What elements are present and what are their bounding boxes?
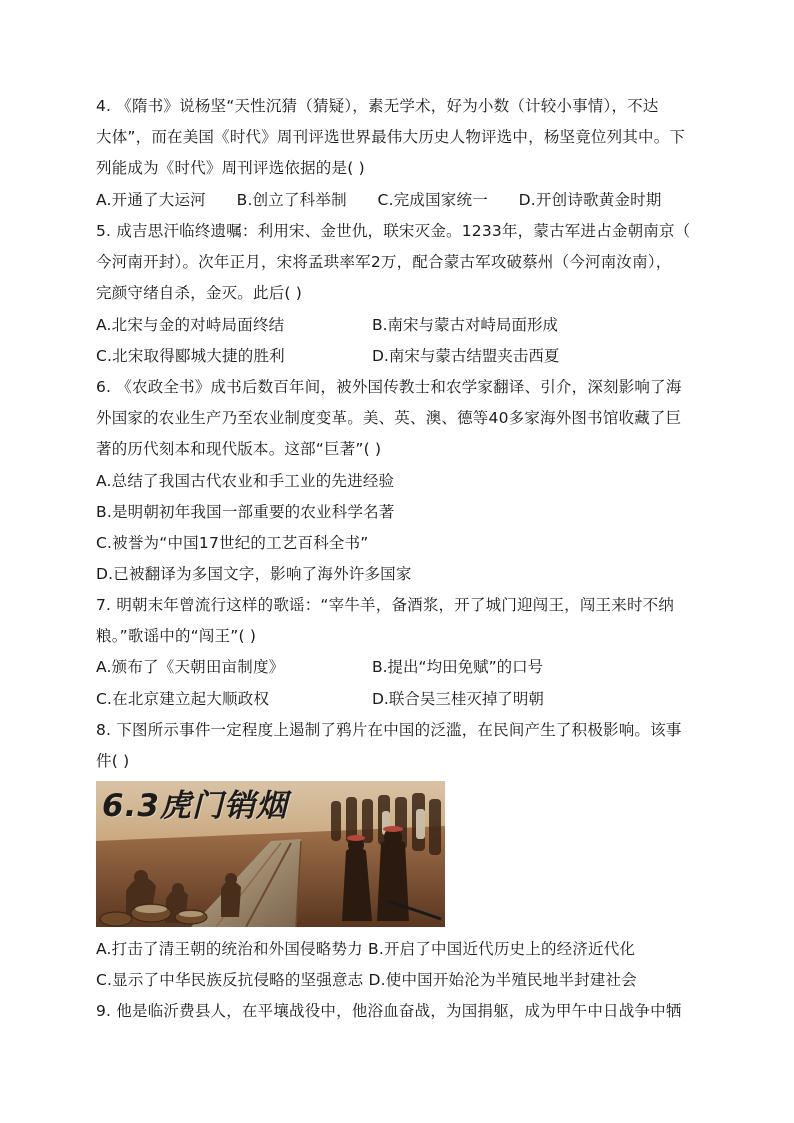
humen-opium-destruction-image [96,781,445,927]
q8-stem-line-2: 件( ) [96,752,130,770]
q6-stem-line-1: 6. 《农政全书》成书后数百年间，被外国传教士和农学家翻译、引介，深刻影响了海 [96,378,682,396]
q6-option-d: D.已被翻译为多国文字，影响了海外许多国家 [96,565,412,583]
q5-stem-line-1: 5. 成吉思汗临终遗嘱：利用宋、金世仇，联宋灭金。1233年，蒙古军进占金朝南京（ [96,222,691,240]
q7-stem-line-1: 7. 明朝末年曾流行这样的歌谣：“宰牛羊，备酒浆，开了城门迎闯王，闯王来时不纳 [96,596,675,614]
q6-stem-line-3: 著的历代刻本和现代版本。这部“巨著”( ) [96,440,382,458]
q7-stem-line-2: 粮。”歌谣中的“闯王”( ) [96,627,257,645]
q7-option-a: A.颁布了《天朝田亩制度》 [96,658,285,676]
q4-stem-line-2: 大体”，而在美国《时代》周刊评选世界最伟大历史人物评选中，杨坚竟位列其中。下 [96,128,686,146]
q6-option-a: A.总结了我国古代农业和手工业的先进经验 [96,472,395,490]
q8-options-line-1: A.打击了清王朝的统治和外国侵略势力 B.开启了中国近代历史上的经济近代化 [96,940,636,958]
q4-stem-line-1: 4. 《隋书》说杨坚“天性沉猜（猜疑），素无学术，好为小数（计较小事情），不达 [96,97,659,115]
q5-option-a: A.北宋与金的对峙局面终结 [96,316,285,334]
q7-option-b: B.提出“均田免赋”的口号 [372,658,544,676]
q5-option-b: B.南宋与蒙古对峙局面形成 [372,316,559,334]
q8-options-line-2: C.显示了中华民族反抗侵略的坚强意志 D.使中国开始沦为半殖民地半封建社会 [96,971,637,989]
q6-option-c: C.被誉为“中国17世纪的工艺百科全书” [96,534,369,552]
q9-stem-line-1: 9. 他是临沂费县人，在平壤战役中，他浴血奋战，为国捐躯，成为甲午中日战争中牺 [96,1002,682,1020]
q8-stem-line-1: 8. 下图所示事件一定程度上遏制了鸦片在中国的泛滥，在民间产生了积极影响。该事 [96,721,682,739]
q7-option-c: C.在北京建立起大顺政权 [96,690,270,708]
q6-stem-line-2: 外国家的农业生产乃至农业制度变革。美、英、澳、德等40多家海外图书馆收藏了巨 [96,409,682,427]
q6-option-b: B.是明朝初年我国一部重要的农业科学名著 [96,503,395,521]
q4-options: A.开通了大运河 B.创立了科举制 C.完成国家统一 D.开创诗歌黄金时期 [96,191,662,209]
image-caption-text: 6.3虎门销烟 [102,788,288,824]
q7-option-d: D.联合吴三桂灭掉了明朝 [372,690,544,708]
q5-stem-line-2: 今河南开封）。次年正月，宋将孟珙率军2万，配合蒙古军攻破蔡州（今河南汝南）， [96,253,672,271]
q5-option-c: C.北宋取得郾城大捷的胜利 [96,347,285,365]
q5-stem-line-3: 完颜守绪自杀，金灭。此后( ) [96,284,303,302]
q5-option-d: D.南宋与蒙古结盟夹击西夏 [372,347,560,365]
q4-stem-line-3: 列能成为《时代》周刊评选依据的是( ) [96,159,365,177]
